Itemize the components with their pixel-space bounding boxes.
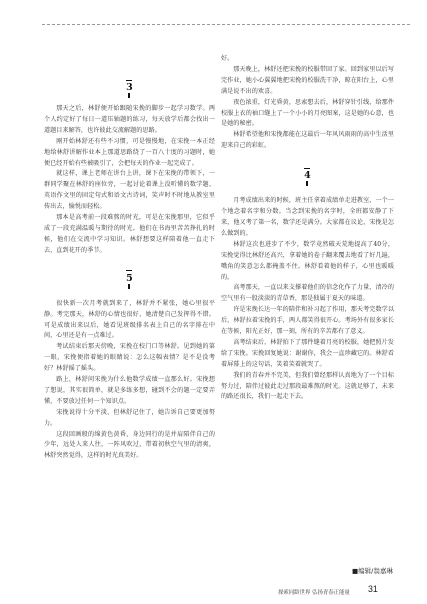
paragraph: 月考成绩出来的时候，班主任拿着成绩单走进教室，一个一个地念着名字和分数。当念到宋挽的名字时，全班都安静了下来，他又考了第一名，数学还是满分。大家都在议论，宋挽是怎么做到的。: [221, 197, 394, 237]
top-dashed-rule: [42, 24, 410, 25]
paragraph: 高考那天，一直以来支撑着他们的信念化作了力量，清冷的空气里有一股淡淡的青草香，那是独属于夏天的味道。: [221, 284, 394, 303]
paragraph: 刚开始林舒还有些不习惯，可是慢慢地，在宋挽一本正经地给林舒讲解作业本上那道思路绕了一百八十度的习题时，她便已经开始有些被吸引了，会把每天的作业一起完成了。: [44, 137, 215, 167]
paragraph: 林舒希望他和宋挽都能在这最后一年风风雨雨的高中生活里迎来自己的彩虹。: [221, 131, 394, 150]
paragraph: 夜色浓重，灯光昏黄，思索想去后，林舒穿针引线，给那件校服上衣的袖口缝上了一个小小的月亮图案，这是她的心意，也是她的秘密。: [221, 98, 394, 128]
left-text-column: [44, 54, 215, 462]
paragraph: 我们的青春并不完美，但我们曾经那样认真地为了一个目标努力过，陪伴过彼此走过那段最难熬的时光。这就足够了，未来的路还很长，我们一起走下去。: [221, 371, 394, 401]
paragraph: 很快新一次月考就到来了，林舒并不紧张，她心里很平静。考完那天，林舒的心情也很好，她清楚自己发挥得不错。可是成绩出来以后，她看见班级排名表上自己的名字排在中间，心里还是有一点难过。: [44, 299, 215, 340]
paragraph: 这段回画般的绵黄色黄昏，身边同行的是并肩陪伴自己的少年，远处人来人往，一阵风吹过，带着初秋空气里的清爽，林舒突然觉得，这样的时光真美好。: [44, 430, 215, 460]
editor-credit: ■编辑/翁嘉琳: [352, 567, 393, 575]
section-marker-5: [44, 261, 215, 299]
section-number: 5: [126, 272, 133, 284]
right-text-column: [221, 54, 394, 403]
paragraph: 高考结束后，林舒拍下了那件缝着月亮的校服，她把照片发给了宋挽。宋挽回复她说：谢谢你，我会一直珍藏它的。林舒看着屏幕上的这句话，笑着笑着就哭了。: [221, 338, 394, 368]
paragraph: 考试结束后那天傍晚，宋挽在校门口等林舒。见到她的第一眼，宋挽便指着她的眼睛说：怎么这幅表情？是不是没考好？林舒摇了摇头。: [44, 343, 215, 373]
paragraph: 就这样，课上老师在讲台上讲，课下在宋挽的带领下，一群同学聚在林舒的座位旁，一起讨论着课上没听懂的数学题、英语作文里的固定句式和语文古诗词，笑声时不时地从教室里传出去，愉悦而轻松。: [44, 170, 215, 211]
section-number: 4: [304, 170, 311, 182]
footer-text: 探索同龄世界 弘扬青春正能量: [278, 590, 350, 596]
paragraph: 那天之后，林舒便开始跟随宋挽的脚步一起学习数学。两个人约定好了每日一道压轴题的练习，每天放学后都会找出一道题目来解答，也许彼此交流解题的思路。: [44, 105, 215, 134]
paragraph: 许是宋挽长达一年的陪伴和补习起了作用，那天考完数学以后，林舒拉着宋挽的手，两人都笑得很开心。考场外有很多家长在等候，阳光正好，那一刻，所有的辛苦都有了意义。: [221, 306, 394, 336]
page-number: 31: [368, 584, 378, 594]
paragraph: 好。: [221, 55, 234, 62]
paragraph: 路上，林舒问宋挽为什么他数学成绩一直那么好。宋挽想了想说，其实很简单，就是多练多想，碰到不会的题一定要弄懂，不要放过任何一个知识点。: [44, 376, 215, 405]
paragraph: 林舒这次也进步了不少，数学竟然破天荒地提高了40分，宋挽觉得比林舒还高兴，拿着她的卷子翻来覆去地看了好几遍，嘴角的笑意怎么都掩盖不住。林舒看着他的样子，心里也暖暖的。: [221, 240, 394, 281]
section-number: 3: [126, 82, 133, 94]
section-marker-3: [44, 74, 215, 104]
section-marker-4: [221, 158, 394, 196]
paragraph: 那天晚上，林舒还把宋挽的校服带回了家。回到家里以后写完作业，她小心翼翼地把宋挽的校服洗干净，晾在阳台上，心里满是说不出的欢喜。: [221, 65, 394, 95]
paragraph: 宋挽说得十分平淡，但林舒记住了，她告诉自己要更加努力。: [44, 408, 215, 427]
paragraph: 那本是高考前一段难熬的时光，可是在宋挽那里，它似乎成了一段充满温暖与期待的时光。他们在书海里苦苦挣扎的时候，他们在交流中学习知识。林舒想要这样陪着他一直走下去，直到花开的季节。: [44, 214, 215, 254]
